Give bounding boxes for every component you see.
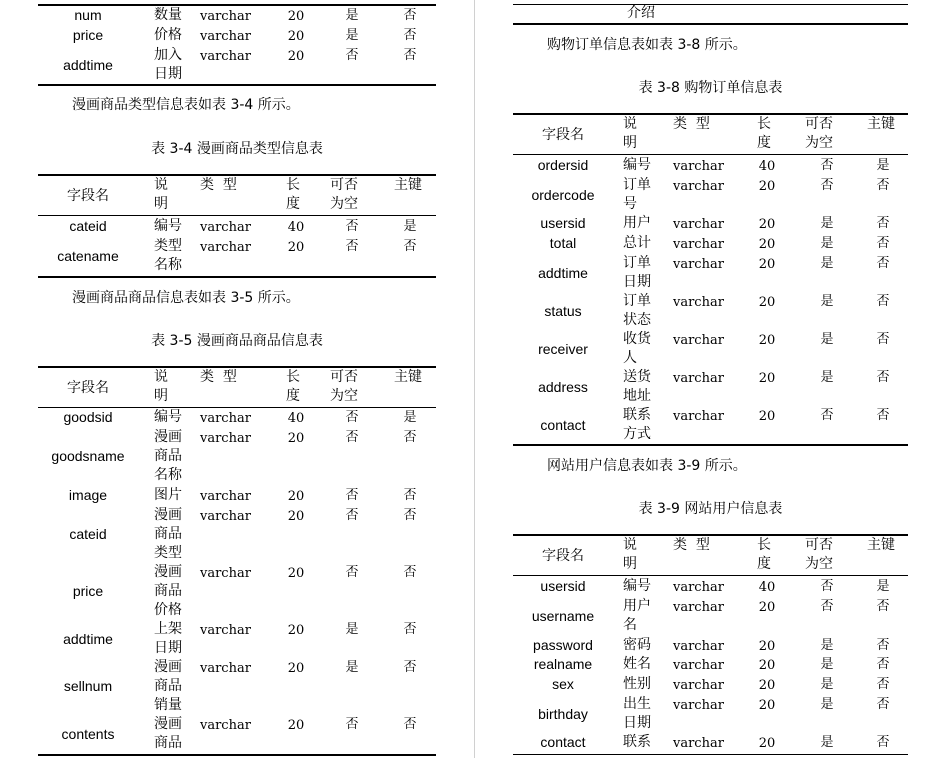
field-name-cell: contact [540, 416, 586, 433]
type-cell: varchar [200, 29, 251, 44]
length-cell: 40 [758, 159, 776, 174]
description-cell: 编号 [623, 578, 651, 594]
primary-key-cell: 否 [876, 370, 890, 385]
field-name-cell: usersid [540, 578, 586, 594]
type-cell: varchar [673, 409, 724, 424]
nullable-cell: 是 [820, 256, 834, 271]
description-cell: 价格 [154, 27, 182, 43]
header-description: 说明 [154, 177, 168, 212]
field-name-cell: sex [552, 676, 574, 692]
header-primary-key: 主键 [394, 177, 422, 193]
table-top-rule [513, 4, 908, 5]
type-cell: varchar [673, 217, 724, 232]
field-name-cell: num [74, 7, 102, 23]
primary-key-cell: 是 [403, 219, 417, 234]
description-cell: 送货地址 [623, 369, 651, 404]
table-caption: 表 3-9 网站用户信息表 [638, 501, 783, 517]
description-cell: 漫画商品类型 [154, 507, 182, 561]
type-cell: varchar [673, 678, 724, 693]
table-bottom-rule [513, 444, 908, 446]
type-cell: varchar [673, 580, 724, 595]
primary-key-cell: 否 [403, 717, 417, 732]
type-cell: varchar [673, 295, 724, 310]
description-cell: 性别 [623, 676, 651, 692]
primary-key-cell: 否 [403, 488, 417, 503]
nullable-cell: 否 [820, 599, 834, 614]
primary-key-cell: 否 [876, 216, 890, 231]
field-name-cell: goodsid [63, 409, 113, 425]
header-field-name: 字段名 [542, 126, 584, 142]
table-bottom-rule [513, 754, 908, 755]
header-primary-key: 主键 [867, 116, 895, 132]
right-column [513, 0, 908, 758]
header-nullable: 可否为空 [330, 369, 358, 404]
description-cell: 姓名 [623, 656, 651, 672]
header-length: 长度 [757, 537, 771, 572]
nullable-cell: 否 [820, 178, 834, 193]
type-cell: varchar [673, 698, 724, 713]
description-cell: 类型名称 [154, 238, 182, 273]
header-primary-key: 主键 [394, 369, 422, 385]
primary-key-cell: 否 [876, 236, 890, 251]
field-name-cell: address [538, 378, 588, 395]
primary-key-cell: 否 [876, 178, 890, 193]
nullable-cell: 否 [345, 430, 359, 445]
length-cell: 20 [287, 49, 305, 64]
primary-key-cell: 否 [403, 660, 417, 675]
type-cell: varchar [673, 237, 724, 252]
field-name-cell: addtime [538, 264, 588, 281]
nullable-cell: 是 [345, 622, 359, 637]
table-top-rule [513, 534, 908, 536]
type-cell: varchar [200, 623, 251, 638]
table-top-rule [38, 174, 436, 176]
length-cell: 20 [287, 431, 305, 446]
description-cell: 出生日期 [623, 696, 651, 731]
nullable-cell: 是 [820, 294, 834, 309]
type-cell: varchar [200, 718, 251, 733]
length-cell: 20 [758, 257, 776, 272]
type-cell: varchar [673, 600, 724, 615]
type-cell: varchar [673, 736, 724, 751]
header-type: 类 型 [200, 177, 237, 193]
paragraph: 漫画商品类型信息表如表 3-4 所示。 [72, 97, 300, 113]
header-type: 类 型 [673, 116, 710, 132]
primary-key-cell: 否 [403, 430, 417, 445]
primary-key-cell: 否 [876, 599, 890, 614]
header-length: 长度 [757, 116, 771, 151]
field-name-cell: receiver [538, 340, 588, 357]
field-name-cell: birthday [538, 705, 588, 722]
header-rule [513, 154, 908, 155]
length-cell: 20 [758, 698, 776, 713]
nullable-cell: 否 [820, 408, 834, 423]
length-cell: 20 [287, 240, 305, 255]
table-bottom-rule [38, 84, 436, 86]
header-type: 类 型 [673, 537, 710, 553]
nullable-cell: 是 [820, 216, 834, 231]
description-cell: 编号 [154, 409, 182, 425]
type-cell: varchar [673, 159, 724, 174]
field-name-cell: cateid [69, 218, 107, 234]
type-cell: varchar [200, 431, 251, 446]
primary-key-cell: 否 [876, 677, 890, 692]
nullable-cell: 是 [820, 697, 834, 712]
field-name-cell: status [544, 302, 582, 319]
length-cell: 20 [287, 661, 305, 676]
header-rule [38, 215, 436, 216]
length-cell: 20 [287, 9, 305, 24]
primary-key-cell: 否 [876, 735, 890, 750]
nullable-cell: 否 [345, 48, 359, 63]
header-primary-key: 主键 [867, 537, 895, 553]
description-cell: 漫画商品价格 [154, 564, 182, 618]
type-cell: varchar [673, 639, 724, 654]
primary-key-cell: 否 [403, 508, 417, 523]
primary-key-cell: 是 [876, 579, 890, 594]
length-cell: 20 [758, 295, 776, 310]
type-cell: varchar [200, 9, 251, 24]
header-length: 长度 [286, 177, 300, 212]
nullable-cell: 是 [820, 370, 834, 385]
table-caption: 表 3-5 漫画商品商品信息表 [151, 333, 323, 349]
length-cell: 20 [287, 489, 305, 504]
length-cell: 20 [758, 333, 776, 348]
primary-key-cell: 否 [876, 697, 890, 712]
length-cell: 40 [758, 580, 776, 595]
nullable-cell: 否 [345, 565, 359, 580]
header-field-name: 字段名 [542, 547, 584, 563]
field-name-cell: sellnum [63, 678, 113, 694]
description-cell: 加入日期 [154, 47, 182, 82]
primary-key-cell: 否 [876, 294, 890, 309]
header-description: 说明 [154, 369, 168, 404]
nullable-cell: 否 [345, 239, 359, 254]
description-cell: 编号 [154, 218, 182, 234]
primary-key-cell: 否 [403, 239, 417, 254]
description-cell: 图片 [154, 487, 182, 503]
nullable-cell: 是 [820, 332, 834, 347]
length-cell: 20 [287, 29, 305, 44]
primary-key-cell: 否 [403, 48, 417, 63]
length-cell: 20 [287, 623, 305, 638]
primary-key-cell: 否 [403, 8, 417, 23]
description-cell: 订单日期 [623, 255, 651, 290]
nullable-cell: 否 [345, 410, 359, 425]
type-cell: varchar [673, 371, 724, 386]
column-divider [474, 0, 475, 758]
field-name-cell: contact [540, 734, 586, 750]
header-field-name: 字段名 [67, 187, 109, 203]
description-cell: 漫画商品销量 [154, 659, 182, 713]
description-cell: 联系 [623, 734, 651, 750]
field-name-cell: contents [61, 725, 115, 742]
field-name-cell: ordersid [537, 157, 589, 173]
field-name-cell: addtime [63, 630, 113, 647]
description-cell: 上架日期 [154, 621, 182, 656]
header-description: 说明 [623, 537, 637, 572]
length-cell: 20 [758, 658, 776, 673]
header-nullable: 可否为空 [805, 537, 833, 572]
primary-key-cell: 否 [403, 28, 417, 43]
field-name-cell: cateid [69, 526, 107, 542]
type-cell: varchar [200, 566, 251, 581]
description-cell: 介绍 [627, 5, 655, 21]
type-cell: varchar [200, 240, 251, 255]
primary-key-cell: 否 [403, 622, 417, 637]
field-name-cell: image [68, 487, 108, 503]
table-top-rule [38, 366, 436, 368]
nullable-cell: 否 [345, 219, 359, 234]
nullable-cell: 否 [345, 508, 359, 523]
nullable-cell: 否 [820, 579, 834, 594]
type-cell: varchar [200, 49, 251, 64]
description-cell: 总计 [623, 235, 651, 251]
primary-key-cell: 否 [876, 657, 890, 672]
nullable-cell: 是 [820, 735, 834, 750]
header-nullable: 可否为空 [805, 116, 833, 151]
description-cell: 编号 [623, 157, 651, 173]
header-length: 长度 [286, 369, 300, 404]
primary-key-cell: 是 [403, 410, 417, 425]
table-caption: 表 3-8 购物订单信息表 [638, 80, 783, 96]
nullable-cell: 是 [345, 8, 359, 23]
description-cell: 用户 [623, 215, 651, 231]
type-cell: varchar [673, 333, 724, 348]
length-cell: 20 [758, 237, 776, 252]
type-cell: varchar [200, 411, 251, 426]
length-cell: 20 [287, 566, 305, 581]
table-bottom-rule [513, 23, 908, 25]
type-cell: varchar [200, 489, 251, 504]
length-cell: 20 [287, 718, 305, 733]
description-cell: 漫画商品名称 [154, 429, 182, 483]
description-cell: 漫画商品 [154, 716, 182, 751]
nullable-cell: 否 [345, 488, 359, 503]
nullable-cell: 是 [820, 657, 834, 672]
field-name-cell: catename [57, 247, 119, 264]
paragraph: 漫画商品商品信息表如表 3-5 所示。 [72, 290, 300, 306]
nullable-cell: 是 [820, 236, 834, 251]
field-name-cell: username [531, 607, 595, 624]
table-top-rule [513, 113, 908, 115]
nullable-cell: 是 [820, 677, 834, 692]
nullable-cell: 否 [345, 717, 359, 732]
length-cell: 20 [758, 639, 776, 654]
primary-key-cell: 否 [876, 256, 890, 271]
field-name-cell: total [549, 235, 577, 251]
header-nullable: 可否为空 [330, 177, 358, 212]
nullable-cell: 否 [820, 158, 834, 173]
nullable-cell: 是 [820, 638, 834, 653]
primary-key-cell: 否 [876, 408, 890, 423]
table-caption: 表 3-4 漫画商品类型信息表 [151, 141, 323, 157]
table-bottom-rule [38, 276, 436, 278]
length-cell: 20 [287, 509, 305, 524]
length-cell: 20 [758, 736, 776, 751]
length-cell: 20 [758, 678, 776, 693]
field-name-cell: addtime [63, 56, 113, 73]
header-description: 说明 [623, 116, 637, 151]
paragraph: 购物订单信息表如表 3-8 所示。 [547, 37, 747, 53]
field-name-cell: price [72, 583, 104, 599]
header-type: 类 型 [200, 369, 237, 385]
field-name-cell: password [533, 637, 593, 653]
description-cell: 订单状态 [623, 293, 651, 328]
nullable-cell: 是 [345, 28, 359, 43]
left-column [38, 0, 436, 758]
paragraph: 网站用户信息表如表 3-9 所示。 [547, 458, 747, 474]
length-cell: 20 [758, 217, 776, 232]
description-cell: 订单号 [623, 177, 651, 212]
type-cell: varchar [673, 257, 724, 272]
type-cell: varchar [200, 509, 251, 524]
type-cell: varchar [200, 220, 251, 235]
primary-key-cell: 是 [876, 158, 890, 173]
field-name-cell: realname [533, 656, 593, 672]
field-name-cell: price [72, 27, 104, 43]
primary-key-cell: 否 [876, 332, 890, 347]
nullable-cell: 是 [345, 660, 359, 675]
description-cell: 收货人 [623, 331, 651, 366]
length-cell: 40 [287, 220, 305, 235]
description-cell: 用户名 [623, 598, 651, 633]
table-bottom-rule [38, 754, 436, 756]
type-cell: varchar [673, 179, 724, 194]
length-cell: 40 [287, 411, 305, 426]
length-cell: 20 [758, 371, 776, 386]
description-cell: 联系方式 [623, 407, 651, 442]
field-name-cell: ordercode [531, 186, 595, 203]
type-cell: varchar [200, 661, 251, 676]
field-name-cell: usersid [540, 215, 586, 231]
description-cell: 密码 [623, 637, 651, 653]
primary-key-cell: 否 [876, 638, 890, 653]
description-cell: 数量 [154, 7, 182, 23]
field-name-cell: goodsname [51, 448, 125, 464]
length-cell: 20 [758, 409, 776, 424]
header-rule [513, 575, 908, 576]
length-cell: 20 [758, 600, 776, 615]
header-field-name: 字段名 [67, 379, 109, 395]
type-cell: varchar [673, 658, 724, 673]
primary-key-cell: 否 [403, 565, 417, 580]
length-cell: 20 [758, 179, 776, 194]
